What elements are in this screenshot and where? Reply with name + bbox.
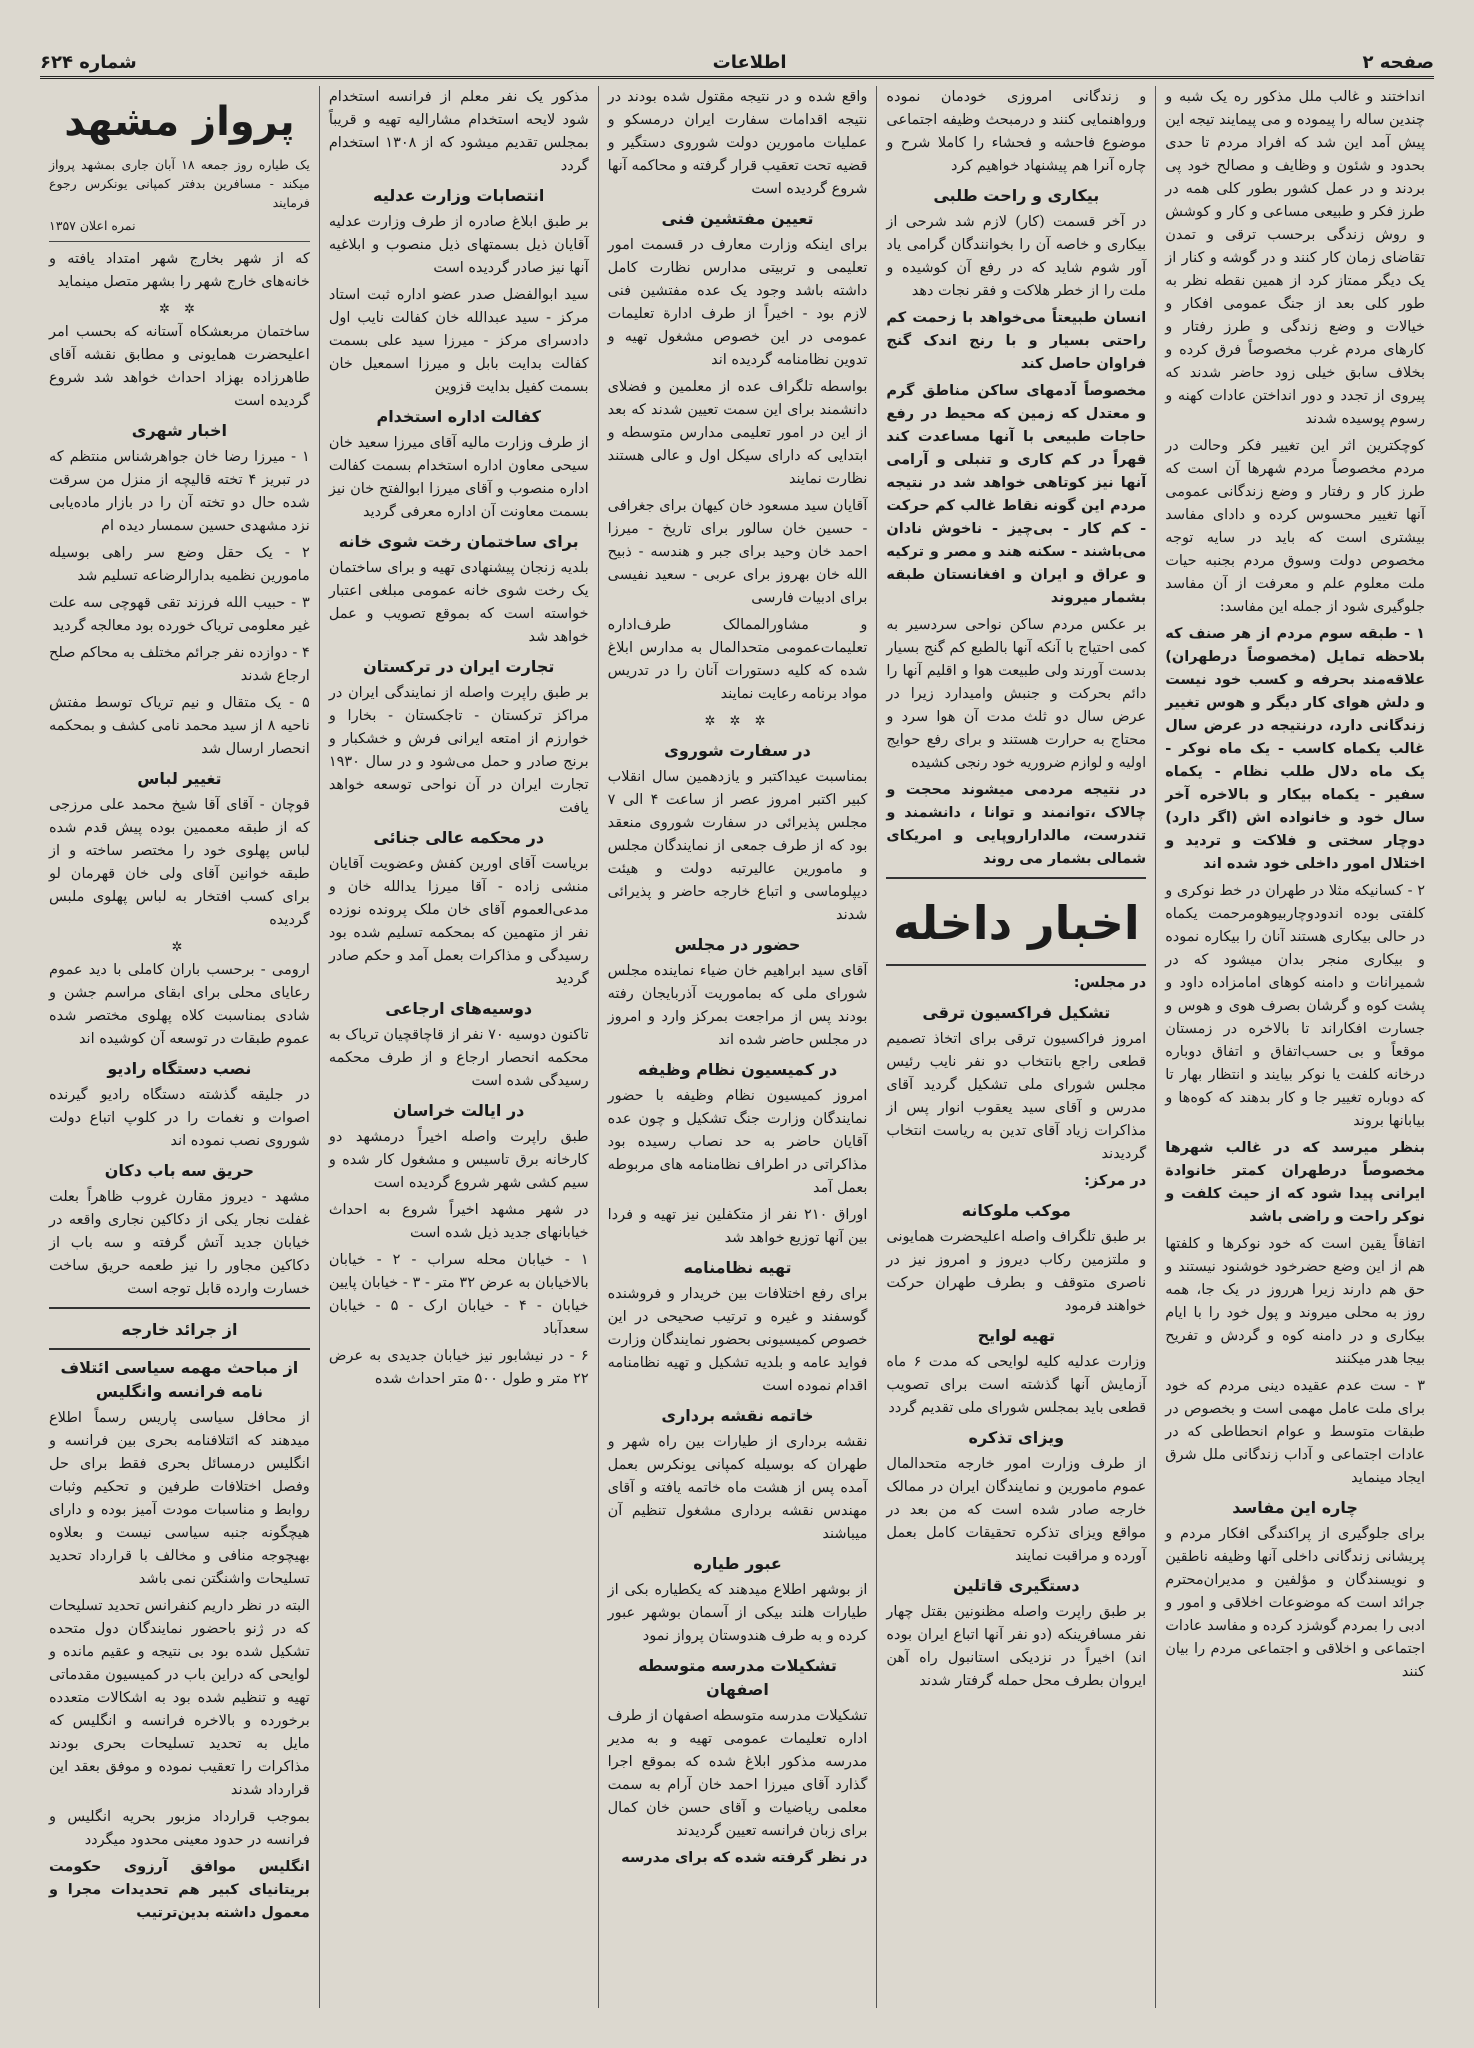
article-highlight: بنظر میرسد که در غالب شهرها مخصوصاً درطهران کمتر خانوادة ایرانی پیدا شود که از حیث کلفت و نوکر راحت و راضی باشد (1165, 1140, 1425, 1225)
article-text: از طرف وزارت مالیه آقای میرزا سعید خان سیحی معاون اداره استخدام بسمت کفالت اداره منصوب و آقای میرزا ابوالفتح خان نیز بسمت معاونت آن اداره معرفی گردید (328, 435, 589, 520)
section-heading: خاتمه نقشه برداری (661, 1406, 814, 1425)
divider-stars: ✲ (171, 940, 188, 955)
section-heading: دوسیه‌های ارجاعی (385, 999, 533, 1018)
section-heading: نصب دستگاه رادیو (107, 1059, 252, 1078)
article-text: کوچکترین اثر این تغییر فکر وحالت در مردم مخصوصاً مردم شهرها آن است که طرز کار و رفتار و وضع زندگانی عمومی آنها تغییر محسوس کرده و دادای مفاسد بیشتری است که باید در سایه توجه مخصوص دولت وسوق مردم بجنبه حیات ملت معلوم علم و معرفت از آن مفاسد جلوگیری شود از جمله این مفاسد: (1165, 438, 1425, 615)
section-heading: برای ساختمان رخت شوی خانه (338, 532, 579, 551)
article-text: واقع شده و در نتیجه مقتول شده بودند در نتیجه اقدامات سفارت ایران درمسکو و عملیات مامورین دولت شوروی دستگیر و قضیه تحت تعقیب قرار گرفته و محاکمه آنها شروع گردیده است (607, 89, 868, 197)
section-heading: تجارت ایران در ترکستان (363, 657, 555, 676)
article-text: نقشه برداری از طیارات بین راه شهر و طهران که بوسیله کمپانی یونکرس بعمل آمده پس از هشت ماه خاتمه یافته و آقای مهندس نقشه برداری مشغول تنظیم آن میباشند (607, 1434, 868, 1542)
article-highlight: در نتیجه مردمی میشوند محجت و چالاک ،توانمند و توانا ، دانشمند و تندرست، مالداراروپایی و امریکای شمالی بشمار می روند (886, 782, 1147, 867)
page-number: صفحه ۲ (1362, 51, 1434, 73)
article-text: بر طبق ابلاغ صادره از طرف وزارت عدلیه آقایان ذیل بسمتهای ذیل منصوب و ابلاغیه آنها نیز صادر گردیده است (328, 214, 589, 276)
section-heading: انتصابات وزارت عدلیه (373, 186, 545, 205)
article-text: ۵ - یک متقال و نیم تریاک توسط مفتش ناحیه ۸ از سید محمد نامی کشف و بمحکمه انحصار ارسال شد (49, 695, 310, 757)
ad-text: یک طیاره روز جمعه ۱۸ آبان جاری بمشهد پرواز میکند - مسافرین بدفتر کمپانی یونکرس رجوع فرمایند (49, 157, 310, 210)
section-heading: موکب ملوکانه (961, 1201, 1071, 1220)
article-text: برای اینکه وزارت معارف در قسمت امور تعلیمی و تربیتی مدارس نظارت کامل داشته باشد وجود یک عده مفتشین فنی لازم بود - اخیراً از طرف ادارة تعلیمات عمومی در این خصوص مشغول تهیه و تدوین نظامنامه گردیده اند (607, 237, 868, 368)
article-text: بر طبق راپرت واصله از نمایندگی ایران در مراکز ترکستان - تاجکستان - بخارا و خوارزم از امتعه ایرانی فرش و خشکبار و برنج صادر و حمل می‌شود و در سال ۱۹۳۰ تجارت ایران در آن نواحی توسعه خواهد یافت (328, 685, 589, 816)
section-heading: دستگیری قاتلین (953, 1576, 1080, 1595)
article-text: انگلیس موافق آرزوی حکومت بریتانیای کبیر هم تحدیدات مجرا و معمول داشته بدین‌ترتیب (49, 1859, 310, 1921)
article-text: اوراق ۲۱۰ نفر از متکفلین نیز تهیه و فردا بین آنها توزیع خواهد شد (607, 1207, 868, 1246)
section-heading: تهیه لوایح (977, 1326, 1056, 1345)
article-text: ۱ - میرزا رضا خان جواهرشناس منتظم که در تبریز ۴ تخته قالیچه از منزل من سرقت شده حال دو تخته آن را در بازار ماده‌یابی نزد مشهدی حسین سمسار دیده ام (49, 449, 310, 534)
article-text: مشهد - دیروز مقارن غروب ظاهراً بعلت غفلت نجار یکی از دکاکین نجاری واقعه در خیابان جدید آتش گرفته و سه باب از دکاکین مجاور را نیز طعمه حریق ساخت خسارت وارده قابل توجه است (49, 1189, 310, 1297)
divider-stars: ✲ ✲ ✲ (704, 714, 771, 729)
ad-reference: نمره اعلان ۱۳۵۷ (49, 218, 136, 233)
article-footer: در نظر گرفته شده که برای مدرسه (621, 1850, 868, 1866)
article-text: قوچان - آقای آقا شیخ محمد علی مرزجی که از طبقه معممین بوده پیش قدم شده لباس پهلوی خود را مختصر ساخته و از طبقه خوانین آقای ولی خان قهرمان لو برای کسب افتخار به لباس پهلوی ملبس گردیده (49, 797, 310, 928)
issue-number: شماره ۶۲۴ (40, 51, 137, 73)
article-text: در آخر قسمت (کار) لازم شد شرحی از بیکاری و خاصه آن را بخوانندگان گرامی یاد آور شوم شاید که در رفع آن کوشیده و ملت را از خطر هلاکت و فقر نجات دهد (886, 214, 1147, 299)
section-heading: تشکیل فراکسیون ترقی (922, 1003, 1111, 1022)
article-text: امروز فراکسیون ترقی برای اتخاذ تصمیم قطعی راجع بانتخاب دو نفر نایب رئیس مجلس شورای ملی تشکیل گردید آقای مدرس و آقای سید یعقوب انوار پس از مذاکرات زیاد آقای تدین به ریاست انتخاب گردیدند (886, 1031, 1147, 1162)
article-text: ۶ - در نیشابور نیز خیابان جدیدی به عرض ۲۲ متر و طول ۵۰۰ متر احداث شده (328, 1348, 589, 1387)
article-text: انداختند و غالب ملل مذکور ره یک شبه و چندین ساله را پیموده و می پیمایند تیجه این پیش آمد این شد که افراد مردم تا حدی بحدود و شئون و وظایف و مصالح خود پی بردند و در عمل کشور بطور کلی همه در طرز فکر و طبیعی مساعی و کار و کوشش و روش زندگی برحسب ترقی و تمدن تقاضای زمان کار کنند و در گوشه و کنار از یک دیگر ممتاز کرد از همین نقطه نظر به طور کلی بعد از جنگ عمومی افکار و خیالات و وضع زندگی و طرز رفتار و کارهای مردم غرب مخصوصاً فرق کرده و بخلاف سابق خیلی زود حاضر شدند که پیروی از تجدد و دور انداختن عادات کهنه و رسوم پوسیده شدند (1165, 89, 1425, 427)
article-text: برای رفع اختلافات بین خریدار و فروشنده گوسفند و غیره و ترتیب صحیحی در این خصوص کمیسیونی بحضور نمایندگان وزارت فواید عامه و بلدیه تشکیل و تهیه نظامنامه اقدام نموده است (607, 1286, 868, 1394)
article-text: تشکیلات مدرسه متوسطه اصفهان از طرف اداره تعلیمات عمومی تهیه و به مدیر مدرسه مذکور ابلاغ شده که بموقع اجرا گذارد آقای میرزا احمد خان آرام به سمت معلمی ریاضیات و آقای حسن خان کمال برای زبان فرانسه تعیین گردیدند (607, 1708, 868, 1839)
section-heading: تشکیلات مدرسه متوسطه اصفهان (638, 1656, 837, 1699)
article-text: بر طبق راپرت واصله مظنونین بقتل چهار نفر مسافرینکه (دو نفر آنها اتباع ایران بوده اند) اخیراً در نزدیکی استانبول راه آهن ایروان بطرف محل حمله گرفتار شدند (886, 1604, 1147, 1689)
article-text: البته در نظر داریم کنفرانس تحدید تسلیحات که در ژنو باحضور نمایندگان دول متحده تشکیل شده بود بی نتیجه و عقیم مانده و لوایحی که دراین باب در کمیسیون مقدماتی تهیه و تنظیم شده بود به اشکالات متعدده برخورده و بالاخره فرانسه و انگلیس که مایل به تحدید تسلیحات بحری بودند مذاکرات را تعقیب نموده و موفق بعقد این قرارداد شدند (49, 1598, 310, 1798)
article-text: بواسطه تلگراف عده از معلمین و فضلای دانشمند برای این سمت تعیین شدند که بعد از این در امور تعلیمی مدارس متوسطه و ابتدایی که دارای سیکل اول و عالی هستند نظارت نمایند (607, 379, 868, 487)
article-text: ۱ - خیابان محله سراب - ۲ - خیابان بالاخیابان به عرض ۳۲ متر - ۳ - خیابان پایین خیابان - ۴ - خیابان ارک - ۵ - خیابان سعدآباد (328, 1252, 589, 1337)
article-text: از بوشهر اطلاع میدهند که یکطیاره بکی از طیارات هلند بیکی از آسمان بوشهر عبور کرده و به طرف هندوستان پرواز نمود (607, 1582, 868, 1644)
section-heading: تهیه نظامنامه (683, 1258, 792, 1277)
paper-name: اطلاعات (712, 51, 787, 73)
page-header (40, 48, 1434, 79)
subsection-label: در مرکز: (1084, 1173, 1147, 1189)
article-text: بر طبق تلگراف واصله اعلیحضرت همایونی و ملتزمین رکاب دیروز و امروز نیز در ناصری متوقف و بطرف طهران حرکت خواهند فرمود (886, 1229, 1147, 1314)
section-heading: عبور طیاره (693, 1554, 782, 1573)
article-text: که از شهر بخارج شهر امتداد یافته و خانه‌های خارج شهر را بشهر متصل مینماید (49, 251, 310, 290)
section-heading: حریق سه باب دکان (104, 1161, 255, 1180)
article-text: بلدیه زنجان پیشنهادی تهیه و برای ساختمان یک رخت شوی خانه عمومی مبلغی اعتبار خواسته است که بموقع تصویب و عمل خواهد شد (328, 560, 589, 645)
article-text: بموجب قرارداد مزبور بحریه انگلیس و فرانسه در حدود معینی محدود میگردد (49, 1809, 310, 1848)
section-heading: تعیین مفتشین فنی (661, 209, 814, 228)
article-text: از محافل سیاسی پاریس رسماً اطلاع میدهند که ائتلافنامه بحری بین فرانسه و انگلیس درمسائل بحری فقط برای حل وفصل اختلافات طرفین و تحکیم وثبات روابط و مناسبات مودت آمیز بوده و دارای هیچگونه جنبه سیاسی نیست و بعلاوه بهیچوجه منافی و مخالف با قرارداد تحدید تسلیحات واشنگتن نمی باشد (49, 1410, 310, 1587)
section-heading: در محکمه عالی جنائی (373, 828, 545, 847)
column-3 (598, 86, 877, 2008)
article-text: ۳ - حبیب الله فرزند تقی قهوچی سه علت غیر معلومی تریاک خورده بود معالجه گردید (49, 595, 310, 634)
article-text: ۴ - دوازده نفر جرائم مختلف به محاکم صلح ارجاع شدند (49, 645, 310, 684)
article-text: ۱ - طبقه سوم مردم از هر صنف که بلاحظه تمایل (مخصوصاً درطهران) علاقه‌مند بحرفه و کسب خود نیست و دلش هوای کار دیگر و هوس تغییر زندگانی دارد، درنتیجه در عرض سال غالب یکماه کاسب - یک ماه نوکر - یک ماه دلال طلب نظام - یکماه سفیر - یکماه بیکار و بالاخره آخر سال خود و خانواده اش (اگر دارد) دوچار سختی و فلاکت و تردید و اختلال امور داخلی خود شده اند (1165, 626, 1425, 872)
article-text: ساختمان مربعشکاه آستانه که بحسب امر اعلیحضرت همایونی و مطابق نقشه آقای طاهرزاده بهزاد احداث خواهد شد شروع گردیده است (49, 324, 310, 409)
article-text: تاکنون دوسیه ۷۰ نفر از قاچاقچیان تریاک به محکمه انحصار ارجاع و از طرف محکمه رسیدگی شده است (328, 1027, 589, 1089)
column-2 (876, 86, 1155, 2008)
section-heading: از جرائد خارجه (121, 1320, 238, 1339)
article-text: بمناسبت عیداکتبر و یازدهمین سال انقلاب کبیر اکتبر امروز عصر از ساعت ۴ الی ۷ مجلس پذیرائی در سفارت شوروی منعقد بود که از طرف جمعی از نمایندگان مجلس و مامورین عالیرتبه دولت و هیئت دیپلوماسی و اتباع خارجه حاضر و پذیرائی شدند (607, 769, 868, 923)
article-text: ارومی - برحسب باران کاملی با دید عموم رعایای محلی برای ابقای مراسم جشن و شادی بمناسبت کلاه پهلوی مختصر شده عموم طبقات در توسعه آن کوشیده اند (49, 962, 310, 1047)
article-text: ۲ - کسانیکه مثلا در طهران در خط نوکری و کلفتی بوده اندودوچاربیوهومرحمت یکماه در حالی بیکاری هستند آنان را بیکاره نموده و بیکاری منجر بدان میشود که در شمیرانات و دامنه کوهای امامزاده داود و پشت کوه و گرشان بصرف هوی و هوس و جسارت افکاراند تا بالاخره در زمستان موقعاً و بی حسب‌اتفاق و اتفاق دوباره درخانه کلفت یا نوکر بیایند و انتظار بهار تا که دوباره تغییر جا و کار بدهند که کوه‌ها و بیابانها بروند (1165, 883, 1425, 1129)
article-text: برای جلوگیری از پراکندگی افکار مردم و پریشانی زندگانی داخلی آنها وظیفه ناطقین و نویسندگان و مؤلفین و مدیران‌محترم جرائد است که موضوعات اخلاقی و امور و ادبی را بمردم گوشزد کرده و مفاسد عادات اجتماعی و اخلاقی و اجتماعی مردم را بیان کنند (1165, 1526, 1425, 1680)
article-text: از طرف وزارت امور خارجه متحدالمال عموم مامورین و نمایندگان ایران در ممالک خارجه صادر شده است که من بعد در مواقع ویزای تذکره تحقیقات کامل بعمل آورده و مراقبت نمایند (886, 1456, 1147, 1564)
article-text: آقای سید ابراهیم خان ضیاء نماینده مجلس شورای ملی که بماموریت آذربایجان رفته بودند پس از مراجعت بمرکز وارد و امروز در مجلس حاضر شده اند (607, 963, 868, 1048)
section-heading: ویزای تذکره (968, 1428, 1065, 1447)
section-heading: اخبار شهری (131, 421, 228, 440)
subsection-label: در مجلس: (1073, 975, 1147, 991)
section-heading: کفالت اداره استخدام (376, 407, 541, 426)
article-text: در شهر مشهد اخیراً شروع به احداث خیابانهای جدید ذیل شده است (328, 1202, 589, 1241)
article-text: و زندگانی امروزی خودمان نموده ورواهنمایی کنند و درمبحث وظیفه اجتماعی موضوع فاحشه و فحشاء را کاملا شرح و چاره آنرا هم پیشنهاد خواهیم کرد (886, 89, 1147, 174)
article-text: و مشاورالممالک طرف‌اداره تعلیمات‌عمومی متحدالمال به مدارس ابلاغ شده که کلیه دستورات آنان را در تدریس مواد برنامه رعایت نمایند (607, 617, 868, 702)
column-1 (1155, 86, 1434, 2008)
section-heading: در سفارت شوروی (664, 741, 811, 760)
ad-title: پرواز مشهد (64, 99, 295, 145)
column-5 (40, 86, 319, 2008)
section-heading: حضور در مجلس (674, 935, 801, 954)
section-heading: از مباحث مهمه سیاسی ائتلاف نامه فرانسه وانگلیس (60, 1358, 299, 1401)
article-text: سید ابوالفضل صدر عضو اداره ثبت استاد مرکز - سید عبدالله خان کفالت نایب اول دادسرای مرکز - میرزا سید علی بسمت کفالت بدایت بابل و میرزا اسمعیل خان بسمت کفیل بدایت قزوین (328, 287, 589, 395)
divider-stars: ✲ ✲ (158, 302, 200, 317)
article-text: مذکور یک نفر معلم از فرانسه استخدام شود لایحه استخدام مشارالیه تهیه و قریباً بمجلس تقدیم میشود که از ۱۳۰۸ استخدام گردد (328, 89, 589, 174)
article-text: بر عکس مردم ساکن نواحی سردسیر به کمی احتیاج با آنکه آنها بالطبع کم گنج بسیار بدست آورند ولی طبیعت هوا و اقلیم آنها را دائم بحرکت و جنبش وامیدارد زیرا در عرض سال دو ثلث مدت آن هوا سرد و محتاج به حرارت هستند و برای رفع حوایج اولیه و لوازم ضروریه خود رنجی کشیده (886, 617, 1147, 771)
article-text: طبق راپرت واصله اخیراً درمشهد دو کارخانه برق تاسیس و مشغول کار شده و سیم کشی شهر شروع گردیده است (328, 1129, 589, 1191)
article-text: بریاست آقای اورین کفش وعضویت آقایان منشی زاده - آقا میرزا یدالله خان و مدعی‌العموم آقای خان ملک پرونده نوزده نفر از متهمین که بمحکمه تسلیم شده بود رسیدگی و مذاکرات بعمل آمد و حکم صادر گردید (328, 856, 589, 987)
section-heading: در کمیسیون نظام وظیفه (637, 1060, 838, 1079)
article-text: ۲ - یک حقل وضع سر راهی بوسیله مامورین نظمیه بدارالرضاعه تسلیم شد (49, 545, 310, 584)
article-highlight: مخصوصاً آدمهای ساکن مناطق گرم و معتدل که زمین که محیط در رفع حاجات طبیعی با آنها مساعدت کند قهراً در کم کاری و تنبلی و آرامی آنها نیز کوتاهی خواهد شد در نتیجه مردم این گونه نقاط غالب کم حرکت - کم کار - بی‌چیز - ناخوش نادان می‌باشند - سکنه هند و مصر و ترکیه و عراق و ایران و افغانستان طبقه بشمار میروند (886, 383, 1147, 606)
section-heading: چاره این مفاسد (1232, 1498, 1358, 1517)
article-text: وزارت عدلیه کلیه لوایحی که مدت ۶ ماه آزمایش آنها گذشته است برای تصویب قطعی باید بمجلس شورای ملی تقدیم گردد (886, 1354, 1147, 1416)
section-heading: بیکاری و راحت طلبی (933, 186, 1100, 205)
article-text: در جلیقه گذشته دستگاه رادیو گیرنده اصوات و نغمات را در کلوپ اتباع دولت شوروی نصب نموده اند (49, 1087, 310, 1149)
section-heading: در ایالت خراسان (393, 1101, 525, 1120)
article-text: ۳ - ست عدم عقیده دینی مردم که خود برای ملت عامل مهمی است و بخصوص در طبقات متوسط و عوام انحطاطی که در عادات اجتماعی و آداب زندگانی ملل شرق ایجاد مینماید (1165, 1378, 1425, 1486)
article-highlight: انسان طبیعتاً می‌خواهد با زحمت کم راحتی بسیار و با رنج اندک گنج فراوان حاصل کند (886, 310, 1147, 372)
article-text: امروز کمیسیون نظام وظیفه با حضور نمایندگان وزارت جنگ تشکیل و چون عده آقایان حاضر به حد نصاب رسیده بود مذاکراتی در اطراف نظامنامه های مربوطه بعمل آمد (607, 1088, 868, 1196)
section-heading: تغییر لباس (137, 769, 222, 788)
article-text: آقایان سید مسعود خان کیهان برای جغرافی - حسین خان سالور برای تاریخ - میرزا احمد خان وحید برای جبر و هندسه - ذبیح الله خان بهروز برای عربی - سعید نفیسی برای ادبیات فارسی (607, 498, 868, 606)
article-text: اتفاقاً یقین است که خود نوکرها و کلفتها هم از این وضع حضرخود خوشنود نیستند و حق هم دارند زیرا هرروز در یک جا، همه روز به محلی میروند و پول خود را با ایام بیکاری و در دامنه کوه و گردش و تفریح بیجا هدر میکنند (1165, 1236, 1425, 1367)
columns (40, 86, 1434, 2008)
domestic-news-masthead: اخبار داخله (892, 896, 1140, 950)
column-4 (319, 86, 598, 2008)
